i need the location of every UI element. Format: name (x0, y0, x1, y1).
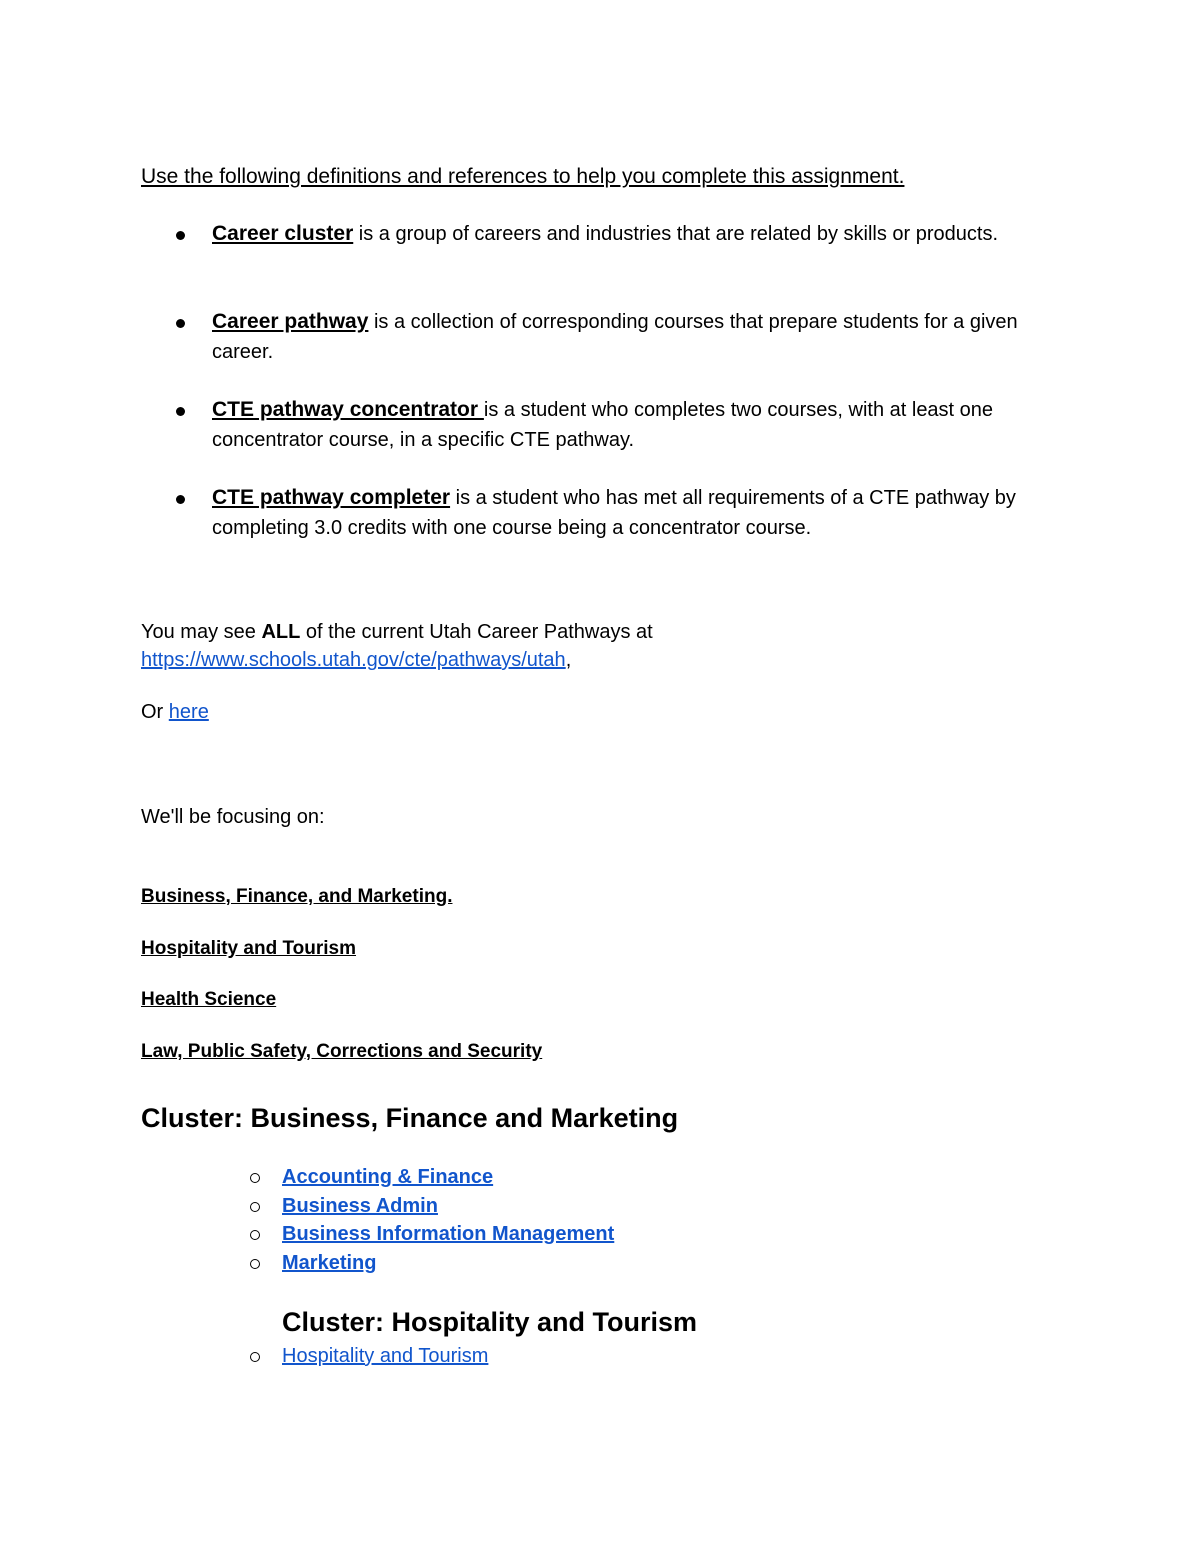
definition-item (176, 395, 1046, 455)
pathways-note (141, 618, 653, 674)
intro-text: Use the following definitions and references to help you complete this assignment. (141, 165, 905, 188)
circle-bullet-icon (250, 1202, 260, 1212)
pathway-link-hospitality[interactable]: Hospitality and Tourism (282, 1345, 489, 1367)
focus-cluster-law: Law, Public Safety, Corrections and Security (141, 1041, 543, 1062)
definition-term: Career pathway (212, 310, 369, 333)
pathway-link-business-admin[interactable]: Business Admin (282, 1194, 438, 1217)
url-suffix: , (565, 649, 572, 671)
list-item (250, 1249, 614, 1278)
business-pathway-list (250, 1163, 614, 1277)
bullet-icon (176, 495, 185, 504)
pathways-url-link[interactable]: https://www.schools.utah.gov/cte/pathways/utah (141, 649, 566, 671)
hospitality-pathway-list (250, 1342, 488, 1371)
pathway-link-marketing[interactable]: Marketing (282, 1251, 377, 1274)
definition-term: CTE pathway completer (212, 486, 451, 509)
list-item (250, 1163, 614, 1192)
definition-term: Career cluster (212, 222, 354, 245)
focus-cluster-health: Health Science (141, 989, 277, 1010)
pathways-note-before: You may see (141, 621, 262, 643)
list-item (250, 1220, 614, 1249)
pathway-link-accounting[interactable]: Accounting & Finance (282, 1166, 494, 1188)
pathway-link-business-info[interactable]: Business Information Management (282, 1223, 615, 1245)
bullet-icon (176, 407, 185, 416)
definition-item (176, 307, 1046, 367)
focus-cluster-hospitality: Hospitality and Tourism (141, 938, 357, 959)
bullet-icon (176, 319, 185, 328)
definition-item (176, 483, 1046, 543)
definition-text: is a student who has met all requirements of a CTE pathway by completing 3.0 credits with one course being a concentrator course. (212, 487, 1016, 539)
pathways-note-bold: ALL (261, 621, 301, 643)
list-item (250, 1192, 614, 1221)
circle-bullet-icon (250, 1259, 260, 1269)
definition-text: is a student who completes two courses, with at least one concentrator course, in a specific CTE pathway. (212, 399, 994, 451)
focus-cluster-business: Business, Finance, and Marketing. (141, 886, 453, 907)
or-here-line (141, 698, 209, 726)
here-link[interactable]: here (168, 701, 209, 723)
circle-bullet-icon (250, 1352, 260, 1362)
or-prefix: Or (141, 701, 169, 723)
definition-text: is a collection of corresponding courses that prepare students for a given career. (212, 311, 1018, 363)
circle-bullet-icon (250, 1230, 260, 1240)
bullet-icon (176, 231, 185, 240)
definition-term: CTE pathway concentrator (212, 398, 484, 421)
cluster-business-heading: Cluster: Business, Finance and Marketing (141, 1103, 679, 1133)
definition-text: is a group of careers and industries that are related by skills or products. (353, 223, 999, 245)
cluster-hospitality-heading: Cluster: Hospitality and Tourism (282, 1307, 698, 1337)
pathways-note-after: of the current Utah Career Pathways at (300, 621, 653, 643)
definition-item (176, 219, 1046, 249)
focus-intro: We'll be focusing on: (141, 806, 325, 828)
list-item (250, 1342, 488, 1371)
circle-bullet-icon (250, 1173, 260, 1183)
